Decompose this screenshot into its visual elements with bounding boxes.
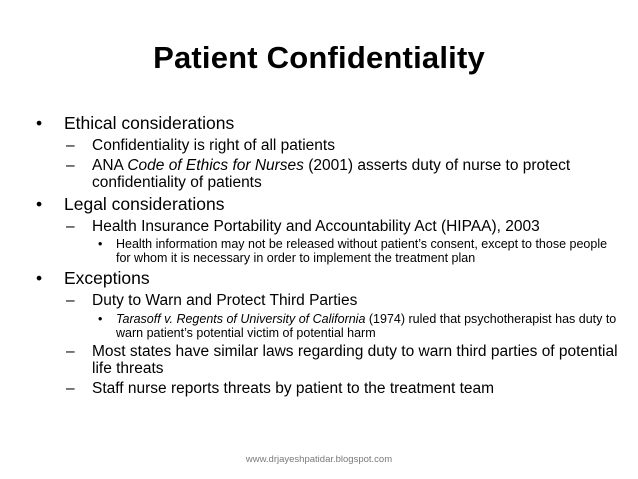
detail-item-health-information bbox=[34, 237, 624, 265]
sub-item-text: Confidentiality is right of all patients bbox=[92, 137, 335, 154]
bullet-marker: • bbox=[36, 113, 43, 133]
sub-item-text-pre: ANA bbox=[92, 156, 128, 174]
detail-bullet-marker: • bbox=[98, 237, 103, 251]
bullet-marker: • bbox=[36, 268, 43, 288]
sub-item-confidentiality-right bbox=[34, 137, 624, 155]
footer-url: www.drjayeshpatidar.blogspot.com bbox=[245, 454, 393, 465]
sub-item-text-italic: Code of Ethics for Nurses bbox=[127, 156, 304, 174]
bullet-ethical-considerations bbox=[34, 113, 624, 134]
dash-marker: – bbox=[66, 292, 75, 309]
sub-item-most-states bbox=[34, 343, 624, 378]
sub-item-ana-code bbox=[34, 157, 624, 192]
sub-item-text-post: (2001) asserts duty of nurse to protect confidentiality of patients bbox=[92, 156, 571, 191]
detail-item-text: Health information may not be released without patient’s consent, except to those people for whom it is necessary in order to implement the treatment plan bbox=[116, 237, 608, 265]
detail-item-text-italic: Tarasoff v. Regents of University of California bbox=[116, 311, 366, 326]
sub-item-hipaa bbox=[34, 218, 624, 236]
dash-marker: – bbox=[66, 379, 75, 397]
sub-item-staff-nurse bbox=[34, 380, 624, 398]
bullet-label: Exceptions bbox=[64, 268, 150, 288]
bullet-label: Ethical considerations bbox=[64, 113, 235, 133]
slide-content bbox=[34, 113, 624, 399]
bullet-legal-considerations bbox=[34, 194, 624, 215]
sub-item-text: Staff nurse reports threats by patient to the treatment team bbox=[92, 379, 495, 397]
dash-marker: – bbox=[66, 156, 75, 174]
dash-marker: – bbox=[66, 342, 75, 360]
slide-title: Patient Confidentiality bbox=[153, 40, 485, 75]
bullet-marker: • bbox=[36, 193, 43, 214]
detail-item-tarasoff bbox=[34, 312, 624, 340]
bullet-exceptions bbox=[34, 268, 624, 289]
sub-item-duty-to-warn bbox=[34, 292, 624, 310]
detail-bullet-marker: • bbox=[98, 311, 103, 326]
sub-item-text: Health Insurance Portability and Accountability Act (HIPAA), 2003 bbox=[92, 217, 540, 235]
detail-item-text-post: (1974) ruled that psychotherapist has duty to warn patient’s potential victim of potential harm bbox=[116, 311, 617, 340]
dash-marker: – bbox=[66, 137, 75, 154]
sub-item-text: Most states have similar laws regarding duty to warn third parties of potential life threats bbox=[92, 342, 618, 377]
bullet-label: Legal considerations bbox=[64, 193, 225, 214]
dash-marker: – bbox=[66, 217, 75, 235]
sub-item-text: Duty to Warn and Protect Third Parties bbox=[92, 292, 358, 309]
